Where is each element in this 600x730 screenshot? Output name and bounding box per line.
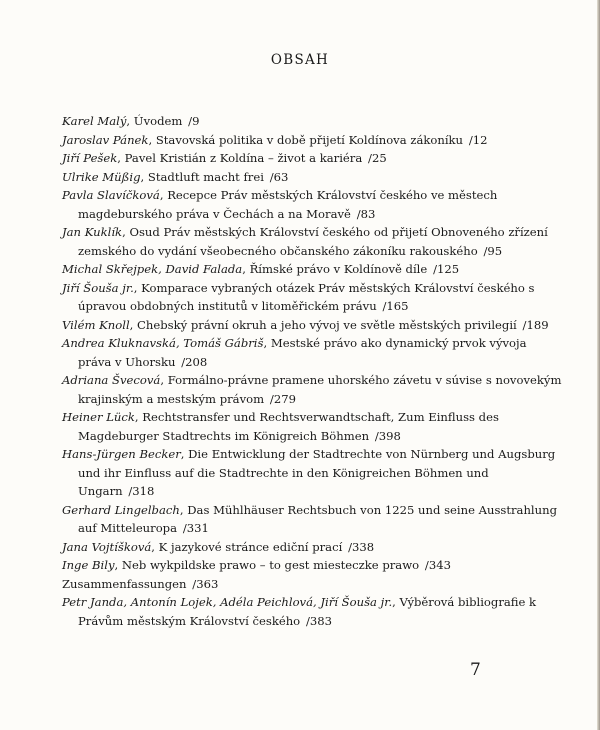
toc-entry-author: Jiří Pešek [62, 151, 118, 165]
toc-entry-author: Gerhard Lingelbach [62, 502, 180, 517]
toc-entry-separator: , [263, 336, 271, 350]
toc-entry-page: /318 [128, 484, 155, 498]
toc-entry-title: K jazykové stránce ediční prací [158, 539, 343, 554]
toc-entry-page: /83 [356, 206, 376, 221]
toc-entry-author: Jana Vojtíšková [62, 539, 152, 554]
toc-entry-author: Jan Kuklík [62, 225, 123, 239]
toc-entry [62, 334, 562, 371]
toc-entry-separator: , [159, 188, 168, 202]
toc-entry-author: Jiří Šouša jr. [62, 280, 134, 295]
toc-entry-page: /63 [269, 169, 289, 184]
toc-entry [62, 186, 562, 223]
toc-entry-page: /363 [192, 576, 219, 591]
toc-entry-separator: , [117, 151, 125, 165]
toc-entry [62, 538, 562, 557]
table-of-contents [62, 112, 562, 630]
toc-entry-page: /12 [468, 132, 488, 147]
toc-entry [62, 223, 562, 260]
toc-entry-separator: , [180, 447, 189, 461]
toc-entry-title: Recepce Práv městských Království českého ve městech magdeburského práva v Čechách a na Moravě [78, 188, 498, 221]
toc-entry-page: /343 [424, 558, 451, 572]
toc-entry-separator: , [126, 114, 134, 128]
toc-entry-page: /398 [374, 428, 401, 443]
toc-entry-separator: , [134, 410, 143, 424]
toc-entry-title: Úvodem [133, 114, 183, 128]
toc-entry-page: /208 [181, 354, 208, 369]
toc-entry [62, 501, 562, 538]
toc-entry-title: Pavel Kristián z Koldína – život a kariéra [124, 151, 363, 165]
toc-entry-title: Komparace vybraných otázek Práv městských Království českého s úpravou obdobných institutů v litoměřickém právu [78, 280, 535, 313]
toc-entry [62, 445, 562, 501]
toc-entry-page: /95 [483, 243, 503, 258]
toc-entry-page: /165 [382, 299, 409, 313]
toc-entry-separator: , [140, 169, 148, 184]
toc-entry-author: Pavla Slavíčková [62, 188, 160, 202]
toc-entry-separator: , [114, 558, 122, 572]
toc-entry [62, 408, 562, 445]
page-title: OBSAH [270, 52, 330, 68]
toc-entry-title: Rechtstransfer und Rechtsverwandtschaft, Zum Einfluss des Magdeburger Stadtrechts im Königreich Böhmen [78, 410, 499, 443]
toc-entry-author: Michal Skřejpek, David Falada [62, 262, 243, 276]
toc-entry-separator: , [392, 595, 400, 609]
toc-entry-author: Hans-Jürgen Becker [62, 447, 181, 461]
toc-entry [62, 279, 562, 316]
toc-entry-page: /338 [348, 539, 375, 554]
toc-entry-page: /189 [522, 317, 549, 332]
toc-entry-separator: , [122, 225, 130, 239]
toc-entry-author: Vilém Knoll [62, 317, 130, 332]
toc-entry-title: Chebský právní okruh a jeho vývoj ve světle městských privilegií [137, 317, 517, 332]
toc-entry-separator: , [242, 262, 250, 276]
toc-entry-page: /9 [188, 114, 200, 128]
toc-entry-title: Formálno-právne pramene uhorského závetu v súvise s novovekým krajinským a mestským právom [78, 373, 562, 406]
toc-entry-author: Jaroslav Pánek [62, 132, 149, 147]
toc-entry-author: Adriana Švecová [62, 373, 161, 387]
toc-entry-title: Zusammenfassungen [62, 576, 187, 591]
toc-entry [62, 168, 562, 187]
toc-entry [62, 112, 562, 131]
toc-entry-separator: , [133, 280, 142, 295]
toc-entry-title: Neb wykpildske prawo – to gest miesteczke prawo [121, 558, 420, 572]
toc-entry-page: /383 [305, 613, 333, 628]
toc-entry-author: Petr Janda, Antonín Lojek, Adéla Peichlová, Jiří Šouša jr. [62, 595, 393, 609]
toc-entry [62, 371, 562, 408]
toc-entry [62, 556, 562, 575]
toc-entry-page: /25 [368, 151, 387, 165]
toc-entry [62, 149, 562, 168]
toc-entry-title: Římské právo v Koldínově díle [249, 262, 428, 276]
toc-entry-title: Výběrová bibliografie k Právům městským Království českého [78, 595, 537, 628]
toc-entry-page: /279 [269, 391, 296, 406]
toc-entry-title: Stadtluft macht frei [147, 169, 264, 184]
toc-entry-title: Das Mühlhäuser Rechtsbuch von 1225 und seine Ausstrahlung auf Mitteleuropa [78, 502, 557, 535]
toc-entry [62, 575, 562, 594]
toc-entry-separator: , [179, 502, 188, 517]
toc-entry-title: Stavovská politika v době přijetí Koldínova zákoníku [155, 132, 464, 147]
toc-entry-title: Mestské právo ako dynamický prvok vývoja práva v Uhorsku [78, 336, 527, 369]
page-number: 7 [470, 660, 481, 680]
toc-entry-author: Heiner Lück [62, 410, 135, 424]
toc-entry-author: Andrea Kluknavská, Tomáš Gábriš [62, 336, 264, 350]
toc-entry-separator: , [148, 132, 156, 147]
toc-entry [62, 316, 562, 335]
toc-entry [62, 260, 562, 279]
toc-entry [62, 131, 562, 150]
toc-entry-title: Osud Práv městských Království českého od přijetí Obnoveného zřízení zemského do vydání všeobecného občanského zákoníku rakouského [78, 225, 548, 258]
toc-entry-separator: , [129, 317, 138, 332]
toc-entry-separator: , [160, 373, 168, 387]
toc-entry-author: Inge Bily [62, 558, 115, 572]
toc-entry-page: /125 [433, 262, 460, 276]
toc-entry [62, 593, 562, 630]
toc-entry-author: Karel Malý [62, 114, 127, 128]
toc-entry-separator: , [151, 539, 159, 554]
toc-entry-page: /331 [182, 521, 209, 535]
toc-entry-author: Ulrike Müßig [62, 169, 141, 184]
toc-entry-title: Die Entwicklung der Stadtrechte von Nürnberg und Augsburg und ihr Einfluss auf die Stadtrechte in den Königreichen Böhmen und Ungarn [78, 447, 556, 498]
